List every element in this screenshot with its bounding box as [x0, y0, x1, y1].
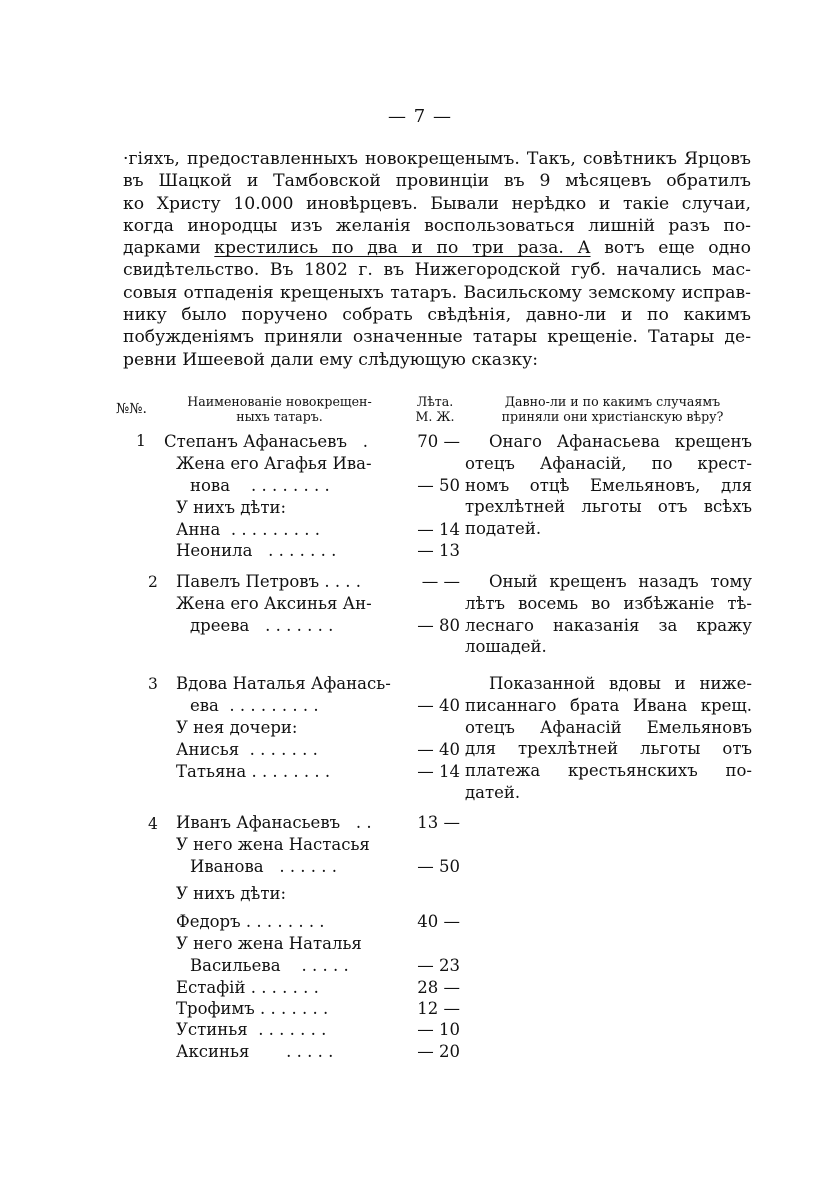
remark-line: датей. [465, 782, 521, 802]
entry-remark [465, 431, 752, 540]
remark-line: Показанной вдовы и ниже- [489, 674, 752, 693]
header-age-line: Лѣта. [416, 394, 454, 409]
entry-number: 3 [148, 675, 158, 693]
header-name [172, 394, 387, 424]
entry-age: — 40 [417, 740, 460, 759]
entry-age: — 23 [417, 956, 460, 975]
entry-name: У него жена Наталья [176, 934, 362, 953]
name-text: Анисья [176, 740, 240, 759]
entry-age: — 13 [417, 541, 460, 560]
entry-name [190, 616, 333, 635]
header-name-line: ныхъ татаръ. [236, 409, 323, 424]
name-text: Естафій [176, 978, 246, 997]
paragraph-line-end: вотъ еще одно [590, 238, 751, 259]
entry-name [190, 857, 337, 876]
entry-age: 40 — [417, 912, 460, 931]
name-text: Устинья [176, 1020, 248, 1039]
page-number: — 7 — [388, 106, 452, 127]
name-text: Федоръ [176, 912, 241, 931]
entry-age: 12 — [417, 999, 460, 1018]
entry-name [176, 520, 320, 539]
name-text: Аксинья [176, 1042, 250, 1061]
leader-dots: . . . . . [286, 1042, 334, 1061]
entry-name: Вдова Наталья Афанась- [176, 674, 391, 693]
entry-name [176, 978, 319, 997]
entry-age: 28 — [417, 978, 460, 997]
remark-line: отецъ Афанасій Емельяновъ [465, 717, 752, 737]
leader-dots: . . . . . . . [260, 999, 329, 1018]
leader-dots: . . . . [324, 572, 362, 591]
entry-name [176, 1042, 333, 1061]
paragraph-line: нику было поручено собрать свѣдѣнія, давно-ли и по какимъ [123, 305, 751, 326]
header-age-line: М. Ж. [415, 409, 455, 424]
entry-name [190, 696, 319, 715]
paragraph-line: совыя отпаденія крещеныхъ татаръ. Васильскому земскому исправ- [123, 282, 751, 303]
paragraph-line: побужденіямъ приняли означенные татары крещеніе. Татары де- [123, 327, 751, 348]
name-text: Иванова [190, 857, 264, 876]
entry-age: — — [421, 572, 460, 591]
entry-remark [465, 673, 752, 804]
remark-line: леснаго наказанія за кражу [465, 615, 752, 635]
header-numero: №№. [116, 401, 147, 417]
remark-line: трехлѣтней льготы отъ всѣхъ [465, 497, 752, 517]
name-text: дреева [190, 616, 250, 635]
entry-remark [465, 571, 752, 658]
remark-line: отецъ Афанасій, по крест- [465, 453, 752, 473]
entry-name [176, 740, 318, 759]
leader-dots: . . . . . [301, 956, 349, 975]
entry-name [176, 541, 336, 560]
leader-dots: . . . . . . . [265, 616, 334, 635]
leader-dots: . . . . . . [279, 857, 338, 876]
underlined-phrase: крестились по два и по три раза. А [214, 238, 591, 259]
leader-dots: . . . . . . . [249, 740, 318, 759]
name-text: ева [190, 696, 219, 715]
name-text: Павелъ Петровъ [176, 572, 320, 591]
entry-age: 13 — [417, 813, 460, 832]
leader-dots: . . . . . . . . . [230, 520, 320, 539]
name-text: Иванъ Афанасьевъ [176, 813, 341, 832]
remark-line: Онаго Афанасьева крещенъ [489, 432, 752, 451]
paragraph-line: ревни Ишеевой дали ему слѣдующую сказку: [123, 349, 538, 370]
intro-paragraph [123, 148, 751, 371]
paragraph-line-start: дарками [123, 238, 215, 259]
entry-age: — 10 [417, 1020, 460, 1039]
leader-dots: . . . . . . . [250, 978, 319, 997]
leader-dots: . . . . . . . . [245, 912, 325, 931]
entry-age: — 80 [417, 616, 460, 635]
header-name-line: Наименованіе новокрещен- [187, 394, 372, 409]
entry-name [176, 999, 328, 1018]
entry-name [176, 1020, 326, 1039]
header-age [405, 394, 465, 424]
header-remark-line: приняли они христіанскую вѣру? [501, 409, 724, 424]
name-text: Неонила [176, 541, 253, 560]
name-text: Татьяна [176, 762, 247, 781]
entry-name [164, 432, 368, 451]
name-text: Трофимъ [176, 999, 255, 1018]
remark-line: платежа крестьянскихъ по- [465, 761, 752, 781]
entry-name: У него жена Настасья [176, 835, 370, 854]
entry-name: У нея дочери: [176, 718, 298, 737]
remark-line: писаннаго брата Ивана крещ. [465, 695, 752, 715]
entry-name: У нихъ дѣти: [176, 498, 287, 517]
leader-dots: . . . . . . . [268, 541, 337, 560]
entry-name [190, 476, 330, 495]
entry-name: Жена его Агафья Ива- [176, 454, 372, 473]
header-remark [470, 394, 755, 424]
paragraph-line: ко Христу 10.000 иновѣрцевъ. Бывали нерѣдко и такіе случаи, [123, 193, 751, 214]
leader-dots: . . . . . . . . . [229, 696, 319, 715]
remark-line: для трехлѣтней льготы отъ [465, 739, 752, 759]
remark-line: лѣтъ восемь во избѣжаніе тѣ- [465, 593, 752, 613]
entry-name: У нихъ дѣти: [176, 884, 287, 903]
paragraph-line: ·гіяхъ, предоставленныхъ новокрещенымъ. Такъ, совѣтникъ Ярцовъ [123, 149, 751, 169]
remark-line: лошадей. [465, 637, 547, 657]
entry-age: — 14 [417, 520, 460, 539]
entry-age: — 50 [417, 476, 460, 495]
paragraph-line [123, 237, 751, 259]
name-text: Степанъ Афанасьевъ [164, 432, 347, 451]
remark-line: номъ отцѣ Емельяновъ, для [465, 475, 752, 495]
entry-age: — 50 [417, 857, 460, 876]
name-text: Анна [176, 520, 221, 539]
entry-age: 70 — [417, 432, 460, 451]
paragraph-line: въ Шацкой и Тамбовской провинціи въ 9 мѣсяцевъ обратилъ [123, 171, 751, 192]
paragraph-line: свидѣтельство. Въ 1802 г. въ Нижегородской губ. начались мас- [123, 260, 751, 281]
entry-name [190, 956, 349, 975]
entry-age: — 20 [417, 1042, 460, 1061]
entry-age: — 40 [417, 696, 460, 715]
entry-name [176, 572, 361, 591]
leader-dots: . . . . . . . . [251, 762, 331, 781]
name-text: Васильева [190, 956, 281, 975]
remark-line: Оный крещенъ назадъ тому [489, 572, 752, 591]
leader-dots: . [362, 432, 368, 451]
entry-name [176, 813, 372, 832]
remark-line: податей. [465, 519, 542, 539]
entry-name [176, 762, 330, 781]
header-remark-line: Давно-ли и по какимъ случаямъ [504, 394, 721, 409]
paragraph-line: когда инородцы изъ желанія воспользоваться лишній разъ по- [123, 215, 751, 236]
entry-number: 1 [136, 432, 146, 450]
entry-number: 2 [148, 573, 158, 591]
name-text: нова [190, 476, 231, 495]
leader-dots: . . . . . . . . [251, 476, 330, 495]
entry-name [176, 912, 325, 931]
entry-name: Жена его Аксинья Ан- [176, 594, 372, 613]
leader-dots: . . . . . . . [258, 1020, 327, 1039]
leader-dots: . . [355, 813, 372, 832]
entry-age: — 14 [417, 762, 460, 781]
entry-number: 4 [148, 815, 158, 833]
